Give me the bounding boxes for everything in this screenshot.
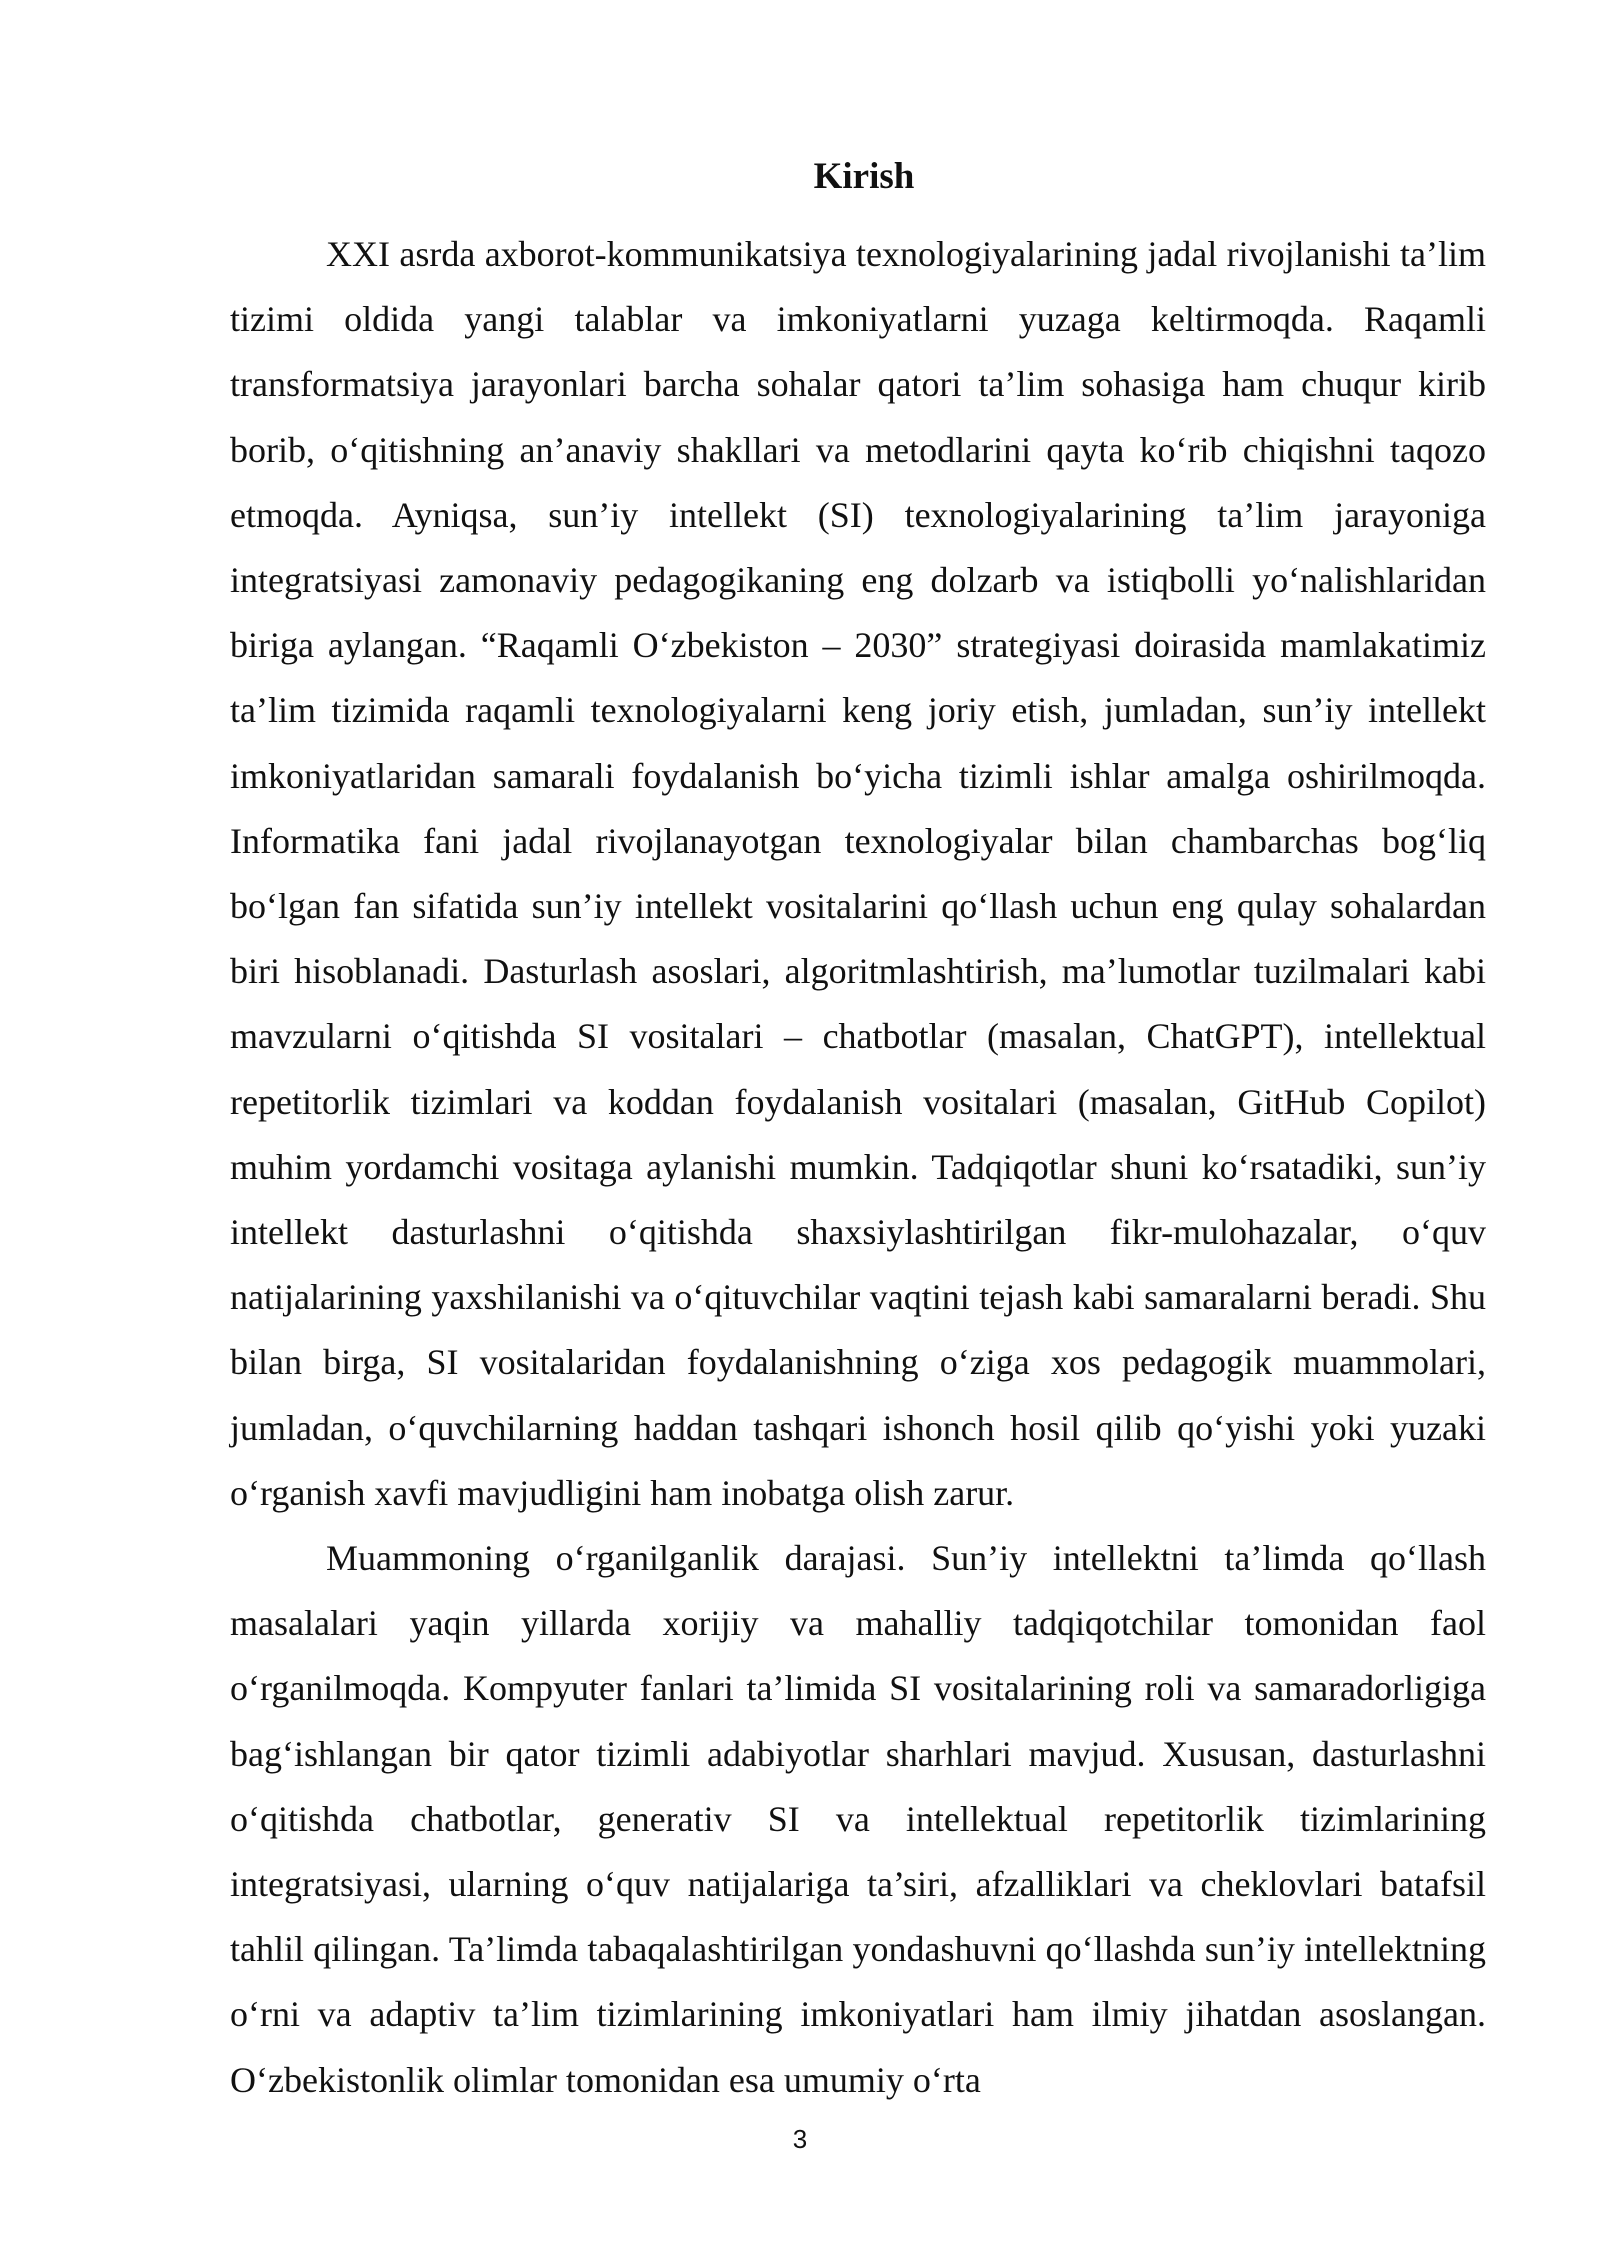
section-title: Kirish: [813, 156, 915, 197]
page-content: [230, 146, 1486, 2113]
paragraph-intro: XXI asrda axborot-kommunikatsiya texnologiyalarining jadal rivojlanishi ta’lim tizimi oldida yangi talablar va imkoniyatlarni yuzaga keltirmoqda. Raqamli transformatsiya jarayonlari barcha sohalar qatori ta’lim sohasiga ham chuqur kirib borib, o‘qitishning an’anaviy shakllari va metodlarini qayta ko‘rib chiqishni taqozo etmoqda. Ayniqsa, sun’iy intellekt (SI) texnologiyalarining ta’lim jarayoniga integratsiyasi zamonaviy pedagogikaning eng dolzarb va istiqbolli yo‘nalishlaridan biriga aylangan. “Raqamli O‘zbekiston – 2030” strategiyasi doirasida mamlakatimiz ta’lim tizimida raqamli texnologiyalarni keng joriy etish, jumladan, sun’iy intellekt imkoniyatlaridan samarali foydalanish bo‘yicha tizimli ishlar amalga oshirilmoqda. Informatika fani jadal rivojlanayotgan texnologiyalar bilan chambarchas bog‘liq bo‘lgan fan sifatida sun’iy intellekt vositalarini qo‘llash uchun eng qulay sohalardan biri hisoblanadi. Dasturlash asoslari, algoritmlashtirish, ma’lumotlar tuzilmalari kabi mavzularni o‘qitishda SI vositalari – chatbotlar (masalan, ChatGPT), intellektual repetitorlik tizimlari va koddan foydalanish vositalari (masalan, GitHub Copilot) muhim yordamchi vositaga aylanishi mumkin. Tadqiqotlar shuni ko‘rsatadiki, sun’iy intellekt dasturlashni o‘qitishda shaxsiylashtirilgan fikr-mulohazalar, o‘quv natijalarining yaxshilanishi va o‘qituvchilar vaqtini tejash kabi samaralarni beradi. Shu bilan birga, SI vositalaridan foydalanishning o‘ziga xos pedagogik muammolari, jumladan, o‘quvchilarning haddan tashqari ishonch hosil qilib qo‘yishi yoki yuzaki o‘rganish xavfi mavjudligini ham inobatga olish zarur.: [230, 234, 1486, 1513]
page-number: 3: [792, 2124, 808, 2154]
paragraph-research-level: Muammoning o‘rganilganlik darajasi. Sun’iy intellektni ta’limda qo‘llash masalalari yaqin yillarda xorijiy va mahalliy tadqiqotchilar tomonidan faol o‘rganilmoqda. Kompyuter fanlari ta’limida SI vositalarining roli va samaradorligiga bag‘ishlangan bir qator tizimli adabiyotlar sharhlari mavjud. Xususan, dasturlashni o‘qitishda chatbotlar, generativ SI va intellektual repetitorlik tizimlarining integratsiyasi, ularning o‘quv natijalariga ta’siri, afzalliklari va cheklovlari batafsil tahlil qilingan. Ta’limda tabaqalashtirilgan yondashuvni qo‘llashda sun’iy intellektning o‘rni va adaptiv ta’lim tizimlarining imkoniyatlari ham ilmiy jihatdan asoslangan. O‘zbekistonlik olimlar tomonidan esa umumiy o‘rta: [230, 1538, 1486, 2100]
